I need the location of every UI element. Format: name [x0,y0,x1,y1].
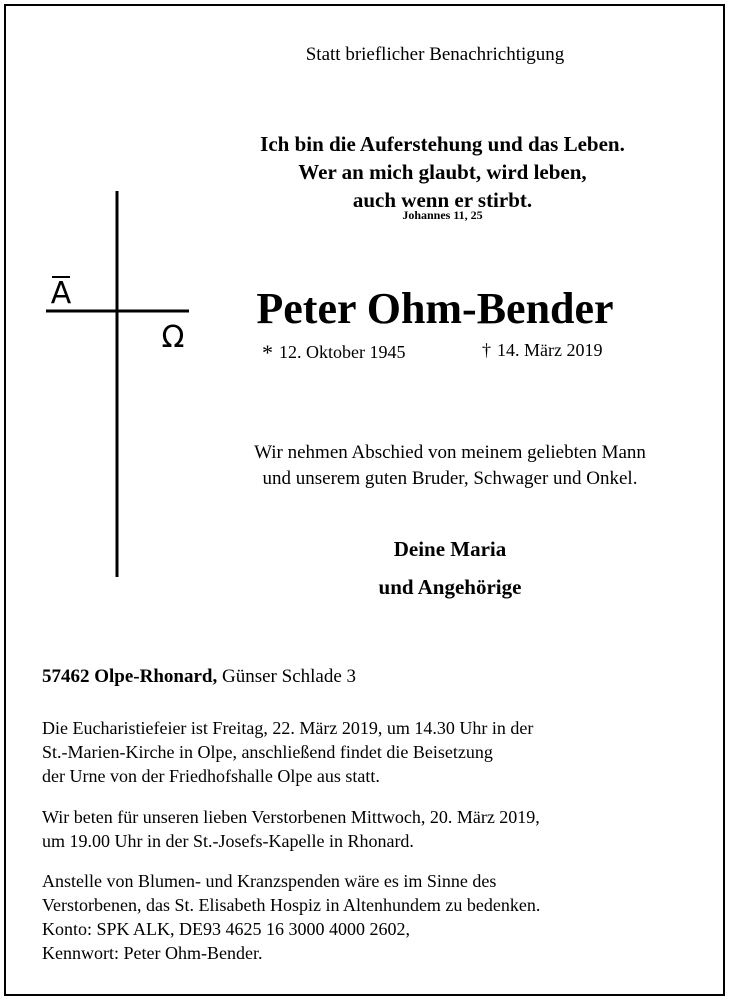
cross-icon [40,185,200,585]
address [42,666,356,688]
death-date: 14. März 2019 [497,340,603,360]
farewell-line: und unserem guten Bruder, Schwager und Onkel. [262,468,638,489]
quote-line: auch wenn er stirbt. [352,188,533,212]
address-street: Günser Schlade 3 [222,666,357,687]
signature-block [200,530,700,606]
birth-date: 12. Oktober 1945 [279,342,406,362]
paragraph-line: Konto: SPK ALK, DE93 4625 16 3000 4000 2602, [42,919,411,939]
paragraph-line: Verstorbenen, das St. Elisabeth Hospiz in Altenhundem zu bedenken. [42,895,541,915]
farewell-line: Wir nehmen Abschied von meinem geliebten Mann [254,442,646,463]
address-city: 57462 Olpe-Rhonard, [42,666,218,687]
birth-star-icon: * [262,340,273,365]
signature-line: Deine Maria [393,537,507,561]
paragraph-line: St.-Marien-Kirche in Olpe, anschließend findet die Beisetzung [42,742,493,762]
header-notice: Statt brieflicher Benachrichtigung [305,44,565,65]
paragraph-line: der Urne von der Friedhofshalle Olpe aus statt. [42,766,380,786]
quote-reference: Johannes 11, 25 [402,208,483,222]
bible-quote [200,130,685,214]
deceased-name: Peter Ohm-Bender [256,284,614,333]
quote-line: Wer an mich glaubt, wird leben, [298,160,587,184]
prayer-paragraph [42,805,540,853]
alpha-symbol: A [50,276,72,311]
paragraph-line: Die Eucharistiefeier ist Freitag, 22. März 2019, um 14.30 Uhr in der [42,718,534,738]
quote-line: Ich bin die Auferstehung und das Leben. [260,132,625,156]
farewell-text [200,440,700,492]
service-paragraph [42,716,533,788]
death-dagger-icon: † [482,340,491,360]
paragraph-line: Kennwort: Peter Ohm-Bender. [42,943,263,963]
death-date-line [482,340,602,361]
paragraph-line: um 19.00 Uhr in der St.-Josefs-Kapelle in Rhonard. [42,831,414,851]
paragraph-line: Anstelle von Blumen- und Kranzspenden wäre es im Sinne des [42,871,497,891]
paragraph-line: Wir beten für unseren lieben Verstorbenen Mittwoch, 20. März 2019, [42,807,540,827]
omega-symbol: Ω [161,320,185,355]
birth-date-line [262,340,405,366]
donation-paragraph [42,869,540,965]
signature-line: und Angehörige [378,575,522,599]
